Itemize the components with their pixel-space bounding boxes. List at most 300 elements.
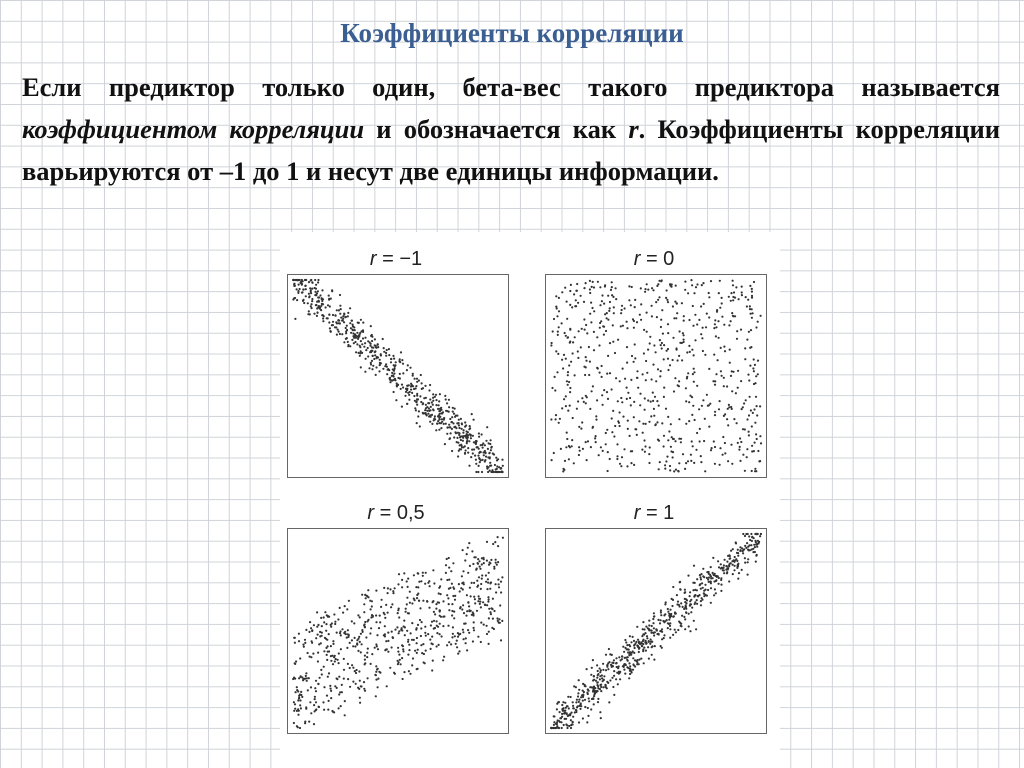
scatter-point xyxy=(494,464,496,466)
scatter-point xyxy=(720,347,722,349)
scatter-point xyxy=(419,607,421,609)
scatter-point xyxy=(596,690,598,692)
scatter-point xyxy=(411,622,413,624)
scatter-point xyxy=(724,350,726,352)
scatter-point xyxy=(327,676,329,678)
scatter-point xyxy=(693,462,695,464)
scatter-point xyxy=(304,642,306,644)
scatter-point xyxy=(653,344,655,346)
scatter-point xyxy=(399,373,401,375)
scatter-point xyxy=(479,566,481,568)
scatter-point xyxy=(311,288,313,290)
scatter-point xyxy=(386,685,388,687)
scatter-point xyxy=(493,453,495,455)
scatter-point xyxy=(731,312,733,314)
scatter-point xyxy=(551,387,553,389)
scatter-point xyxy=(704,470,706,472)
scatter-point xyxy=(474,598,476,600)
scatter-point xyxy=(330,624,332,626)
scatter-point xyxy=(343,678,345,680)
scatter-point xyxy=(600,690,602,692)
scatter-point xyxy=(296,710,298,712)
scatter-point xyxy=(413,574,415,576)
scatter-point xyxy=(492,598,494,600)
scatter-point xyxy=(729,362,731,364)
scatter-point xyxy=(351,639,353,641)
scatter-point xyxy=(429,384,431,386)
scatter-point xyxy=(346,329,348,331)
scatter-point xyxy=(683,315,685,317)
scatter-point xyxy=(490,449,492,451)
scatter-point xyxy=(420,644,422,646)
scatter-point xyxy=(593,679,595,681)
scatter-point xyxy=(335,326,337,328)
scatter-point xyxy=(597,687,599,689)
scatter-point xyxy=(422,387,424,389)
scatter-point xyxy=(582,700,584,702)
scatter-point xyxy=(753,358,755,360)
scatter-point xyxy=(580,702,582,704)
scatter-point xyxy=(464,453,466,455)
scatter-point xyxy=(624,378,626,380)
scatter-point xyxy=(690,454,692,456)
scatter-point xyxy=(349,667,351,669)
scatter-point xyxy=(583,401,585,403)
scatter-point xyxy=(732,284,734,286)
scatter-point xyxy=(336,632,338,634)
scatter-point xyxy=(500,581,502,583)
scatter-plot-3 xyxy=(287,528,509,734)
scatter-point xyxy=(608,310,610,312)
scatter-point xyxy=(319,308,321,310)
scatter-point xyxy=(645,423,647,425)
scatter-point xyxy=(578,721,580,723)
scatter-point xyxy=(380,606,382,608)
scatter-point xyxy=(747,561,749,563)
scatter-point xyxy=(355,351,357,353)
text-part-3: . Коэффициенты корреляции варьируются от –1 до 1 и несут две единицы информации. xyxy=(22,114,1001,186)
scatter-point xyxy=(712,380,714,382)
scatter-point xyxy=(596,684,598,686)
scatter-point xyxy=(572,707,574,709)
scatter-point xyxy=(317,624,319,626)
scatter-point xyxy=(303,288,305,290)
scatter-point xyxy=(611,431,613,433)
scatter-point xyxy=(449,437,451,439)
scatter-point xyxy=(572,352,574,354)
scatter-point xyxy=(484,444,486,446)
scatter-point xyxy=(609,301,611,303)
scatter-point xyxy=(308,721,310,723)
scatter-point xyxy=(483,624,485,626)
scatter-point xyxy=(630,304,632,306)
scatter-point xyxy=(387,651,389,653)
scatter-point xyxy=(585,441,587,443)
scatter-point xyxy=(310,289,312,291)
scatter-point xyxy=(619,411,621,413)
scatter-point xyxy=(632,657,634,659)
scatter-point xyxy=(703,592,705,594)
scatter-point xyxy=(636,434,638,436)
scatter-point xyxy=(343,313,345,315)
scatter-point xyxy=(599,372,601,374)
scatter-point xyxy=(470,456,472,458)
scatter-point xyxy=(629,651,631,653)
scatter-point xyxy=(310,305,312,307)
scatter-point xyxy=(724,452,726,454)
scatter-point xyxy=(660,344,662,346)
scatter-point xyxy=(620,397,622,399)
scatter-point xyxy=(392,637,394,639)
scatter-point xyxy=(357,650,359,652)
scatter-point xyxy=(310,712,312,714)
scatter-point xyxy=(294,703,296,705)
scatter-point xyxy=(412,375,414,377)
scatter-point xyxy=(700,333,702,335)
scatter-point xyxy=(414,650,416,652)
scatter-point xyxy=(329,330,331,332)
scatter-point xyxy=(724,413,726,415)
scatter-point xyxy=(322,317,324,319)
scatter-point xyxy=(300,707,302,709)
scatter-point xyxy=(374,647,376,649)
scatter-point xyxy=(731,390,733,392)
scatter-point xyxy=(448,406,450,408)
scatter-point xyxy=(693,620,695,622)
scatter-point xyxy=(372,365,374,367)
scatter-point xyxy=(293,701,295,703)
scatter-point xyxy=(400,629,402,631)
scatter-point xyxy=(739,460,741,462)
scatter-point xyxy=(578,446,580,448)
scatter-point xyxy=(435,429,437,431)
scatter-point xyxy=(597,698,599,700)
scatter-point xyxy=(310,686,312,688)
scatter-point xyxy=(749,365,751,367)
scatter-point xyxy=(481,578,483,580)
scatter-point xyxy=(685,462,687,464)
scatter-point xyxy=(753,281,755,283)
scatter-point xyxy=(599,286,601,288)
scatter-point xyxy=(402,678,404,680)
scatter-point xyxy=(315,304,317,306)
scatter-point xyxy=(733,418,735,420)
scatter-point xyxy=(732,296,734,298)
scatter-point xyxy=(377,648,379,650)
scatter-point xyxy=(334,623,336,625)
scatter-point xyxy=(702,282,704,284)
scatter-point xyxy=(472,563,474,565)
scatter-point xyxy=(644,409,646,411)
scatter-point xyxy=(680,623,682,625)
scatter-point xyxy=(359,345,361,347)
scatter-point xyxy=(418,600,420,602)
scatter-point xyxy=(462,629,464,631)
scatter-point xyxy=(456,422,458,424)
scatter-point xyxy=(692,373,694,375)
scatter-point xyxy=(561,713,563,715)
scatter-point xyxy=(564,332,566,334)
scatter-point xyxy=(417,649,419,651)
scatter-point xyxy=(352,324,354,326)
scatter-point xyxy=(349,686,351,688)
scatter-point xyxy=(711,447,713,449)
scatter-point xyxy=(745,547,747,549)
scatter-point xyxy=(751,445,753,447)
scatter-point xyxy=(750,409,752,411)
scatter-point xyxy=(663,614,665,616)
scatter-point xyxy=(302,300,304,302)
scatter-point xyxy=(400,388,402,390)
scatter-point xyxy=(445,410,447,412)
scatter-point xyxy=(633,464,635,466)
scatter-point xyxy=(566,301,568,303)
scatter-point xyxy=(607,319,609,321)
scatter-point xyxy=(442,659,444,661)
scatter-point xyxy=(752,412,754,414)
scatter-point xyxy=(698,594,700,596)
scatter-point xyxy=(600,686,602,688)
scatter-point xyxy=(562,367,564,369)
scatter-point xyxy=(501,459,503,461)
scatter-point xyxy=(684,601,686,603)
scatter-point xyxy=(377,678,379,680)
scatter-point xyxy=(393,373,395,375)
scatter-point xyxy=(580,696,582,698)
scatter-point xyxy=(318,706,320,708)
scatter-point xyxy=(683,339,685,341)
scatter-point xyxy=(360,340,362,342)
scatter-point xyxy=(440,593,442,595)
scatter-point xyxy=(486,465,488,467)
scatter-point xyxy=(384,635,386,637)
scatter-point xyxy=(619,678,621,680)
scatter-point xyxy=(429,398,431,400)
scatter-point xyxy=(633,644,635,646)
scatter-point xyxy=(675,469,677,471)
scatter-point xyxy=(754,540,756,542)
scatter-point xyxy=(687,292,689,294)
scatter-point xyxy=(646,331,648,333)
scatter-point xyxy=(753,544,755,546)
scatter-point xyxy=(595,435,597,437)
scatter-point xyxy=(592,687,594,689)
scatter-point xyxy=(502,537,504,539)
scatter-point xyxy=(430,648,432,650)
scatter-point xyxy=(429,421,431,423)
scatter-point xyxy=(737,387,739,389)
plot-frame xyxy=(288,275,509,478)
scatter-point xyxy=(741,408,743,410)
scatter-point xyxy=(662,333,664,335)
scatter-point xyxy=(607,470,609,472)
scatter-point xyxy=(411,664,413,666)
scatter-point xyxy=(327,317,329,319)
scatter-point xyxy=(700,461,702,463)
scatter-point xyxy=(597,701,599,703)
scatter-point xyxy=(752,551,754,553)
scatter-point xyxy=(489,588,491,590)
scatter-point xyxy=(328,672,330,674)
scatter-point xyxy=(601,294,603,296)
scatter-point xyxy=(327,651,329,653)
scatter-point xyxy=(438,644,440,646)
scatter-point xyxy=(590,302,592,304)
scatter-point xyxy=(416,404,418,406)
scatter-point xyxy=(750,346,752,348)
scatter-point xyxy=(408,670,410,672)
scatter-point xyxy=(689,630,691,632)
scatter-point xyxy=(666,350,668,352)
scatter-point xyxy=(572,701,574,703)
scatter-point xyxy=(300,694,302,696)
scatter-point xyxy=(710,587,712,589)
scatter-point xyxy=(703,440,705,442)
scatter-point xyxy=(688,420,690,422)
scatter-point xyxy=(670,423,672,425)
scatter-point xyxy=(437,415,439,417)
scatter-point xyxy=(658,468,660,470)
scatter-point xyxy=(586,332,588,334)
scatter-point xyxy=(393,391,395,393)
scatter-point xyxy=(498,466,500,468)
scatter-point xyxy=(594,437,596,439)
scatter-point xyxy=(589,408,591,410)
scatter-point xyxy=(569,391,571,393)
scatter-point xyxy=(446,644,448,646)
scatter-point xyxy=(564,718,566,720)
scatter-point xyxy=(497,561,499,563)
scatter-point xyxy=(406,403,408,405)
scatter-point xyxy=(359,702,361,704)
scatter-point xyxy=(369,600,371,602)
scatter-point xyxy=(699,584,701,586)
scatter-point xyxy=(748,544,750,546)
scatter-point xyxy=(746,418,748,420)
scatter-point xyxy=(336,309,338,311)
scatter-point xyxy=(352,645,354,647)
scatter-point xyxy=(593,331,595,333)
scatter-point xyxy=(416,642,418,644)
scatter-point xyxy=(403,620,405,622)
scatter-point xyxy=(551,459,553,461)
scatter-point xyxy=(372,355,374,357)
scatter-point xyxy=(609,342,611,344)
scatter-point xyxy=(469,587,471,589)
scatter-point xyxy=(587,440,589,442)
scatter-point xyxy=(432,600,434,602)
scatter-point xyxy=(660,619,662,621)
scatter-point xyxy=(327,304,329,306)
scatter-point xyxy=(470,437,472,439)
scatter-point xyxy=(681,302,683,304)
scatter-point xyxy=(359,355,361,357)
scatter-point xyxy=(449,587,451,589)
scatter-point xyxy=(669,364,671,366)
scatter-point xyxy=(374,354,376,356)
scatter-point xyxy=(407,364,409,366)
scatter-point xyxy=(689,600,691,602)
scatter-point xyxy=(497,536,499,538)
scatter-point xyxy=(465,435,467,437)
scatter-point xyxy=(296,299,298,301)
scatter-point xyxy=(466,649,468,651)
scatter-point xyxy=(387,632,389,634)
scatter-point xyxy=(671,598,673,600)
scatter-point xyxy=(720,370,722,372)
scatter-point xyxy=(361,643,363,645)
scatter-point xyxy=(471,449,473,451)
scatter-point xyxy=(468,428,470,430)
scatter-point xyxy=(579,705,581,707)
scatter-point xyxy=(480,622,482,624)
scatter-point xyxy=(462,549,464,551)
scatter-point xyxy=(350,332,352,334)
scatter-point xyxy=(439,585,441,587)
scatter-point xyxy=(732,573,734,575)
scatter-point xyxy=(663,396,665,398)
scatter-point xyxy=(348,634,350,636)
scatter-point xyxy=(492,471,494,473)
scatter-point xyxy=(406,369,408,371)
scatter-point xyxy=(691,414,693,416)
scatter-point xyxy=(557,331,559,333)
scatter-point xyxy=(299,704,301,706)
scatter-point xyxy=(497,471,499,473)
scatter-point xyxy=(667,348,669,350)
scatter-point xyxy=(575,305,577,307)
scatter-point xyxy=(399,361,401,363)
scatter-point xyxy=(428,580,430,582)
scatter-point xyxy=(312,653,314,655)
scatter-point xyxy=(420,635,422,637)
scatter-point xyxy=(576,408,578,410)
scatter-point xyxy=(674,377,676,379)
scatter-point xyxy=(717,359,719,361)
scatter-point xyxy=(602,404,604,406)
scatter-point xyxy=(573,462,575,464)
scatter-point xyxy=(322,701,324,703)
scatter-point xyxy=(614,425,616,427)
scatter-point xyxy=(636,626,638,628)
scatter-point xyxy=(563,724,565,726)
scatter-point xyxy=(722,436,724,438)
scatter-point xyxy=(720,584,722,586)
scatter-point xyxy=(599,671,601,673)
scatter-point xyxy=(651,378,653,380)
scatter-point xyxy=(615,657,617,659)
scatter-point xyxy=(682,332,684,334)
scatter-point xyxy=(339,294,341,296)
scatter-point xyxy=(734,565,736,567)
scatter-point xyxy=(670,613,672,615)
scatter-point xyxy=(586,692,588,694)
scatter-point xyxy=(696,603,698,605)
scatter-point xyxy=(664,468,666,470)
scatter-point xyxy=(658,440,660,442)
scatter-point xyxy=(634,647,636,649)
scatter-point xyxy=(741,569,743,571)
scatter-point xyxy=(408,399,410,401)
scatter-point xyxy=(599,711,601,713)
scatter-point xyxy=(391,372,393,374)
scatter-point xyxy=(749,396,751,398)
scatter-point xyxy=(742,552,744,554)
scatter-point xyxy=(389,588,391,590)
scatter-point xyxy=(750,313,752,315)
scatter-point xyxy=(375,674,377,676)
scatter-point xyxy=(706,313,708,315)
